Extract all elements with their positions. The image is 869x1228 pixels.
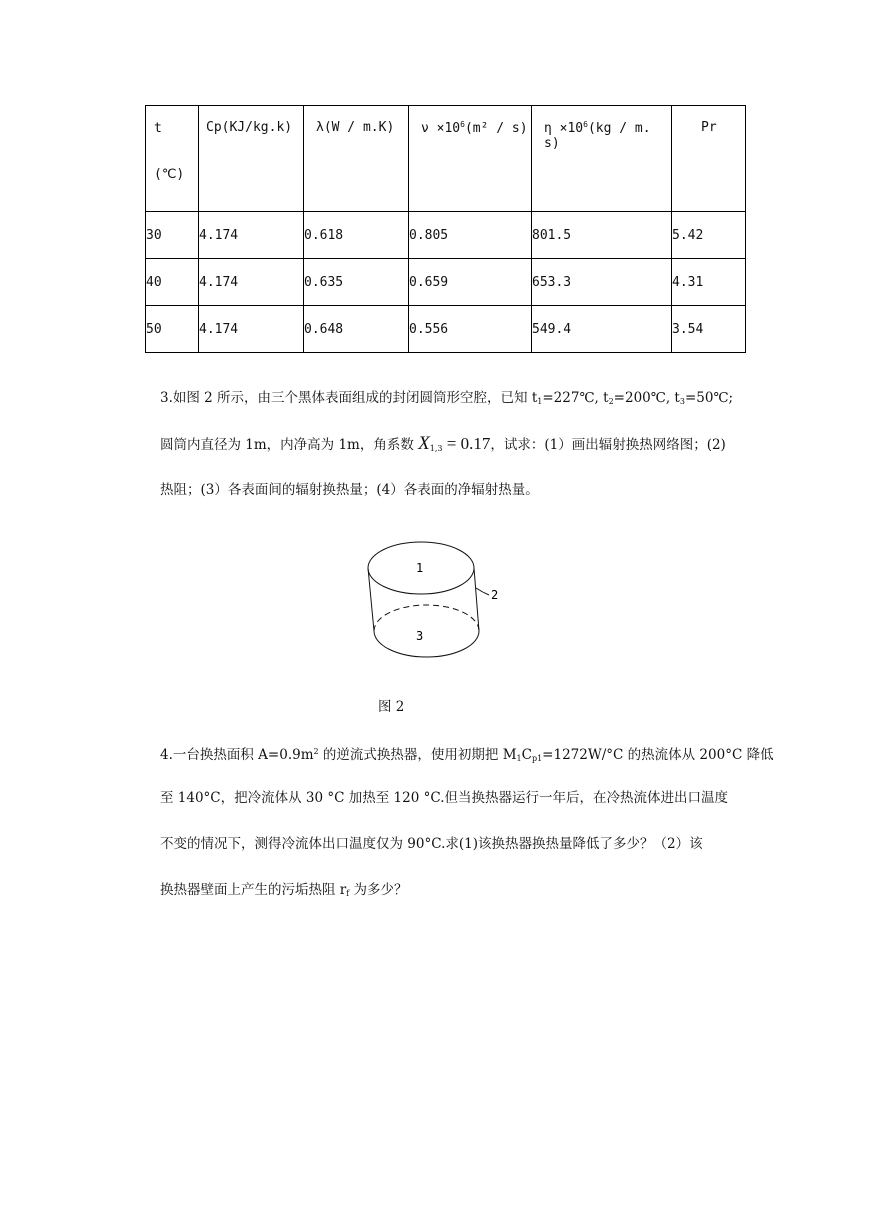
header-pr: Pr	[672, 106, 746, 212]
q4-line-3: 不变的情况下，测得冷流体出口温度仅为 90°C.求(1)该换热器换热量降低了多少？（2）该	[160, 836, 703, 852]
q3-line-2: 圆筒内直径为 1m，内净高为 1m，角系数 $X_{1,3} = 0.17$，试求：(1）画出辐射换热网络图；(2)	[160, 433, 726, 454]
q3-line-3: 热阻；(3）各表面间的辐射换热量；(4）各表面的净辐射热量。	[160, 482, 539, 498]
water-properties-table	[145, 105, 746, 353]
cylinder-bottom-front	[374, 631, 479, 657]
label-1: 1	[416, 561, 424, 575]
label-3: 3	[416, 629, 424, 643]
figure-caption: 图 2	[378, 699, 405, 715]
q4-line-1: 4.一台换热面积 $A=0.9m^2$ 的逆流式换热器，使用初期把 $M_1C_{p1}=1272W/^\circ C$ 的热流体从 200°C 降低	[160, 747, 774, 763]
header-lambda: λ(W / m.K)	[304, 106, 409, 212]
header-cp: Cp(KJ/kg.k)	[199, 106, 304, 212]
q3-line-1: 3.如图 2 所示，由三个黑体表面组成的封闭圆筒形空腔，已知 $t_1=227℃$, $t_2=200℃$, $t_3=50℃$;	[160, 390, 734, 406]
q4-line-4: 换热器壁面上产生的污垢热阻 $r_f$ 为多少？	[160, 882, 408, 898]
header-nu: $\nu \times 10^6(m^2 / s)$	[409, 106, 532, 212]
table-row: 50 4.174 0.648 0.556 549.4 3.54	[146, 306, 746, 353]
table-header-row	[146, 106, 746, 212]
question-3	[160, 375, 750, 513]
table-row: 40 4.174 0.635 0.659 653.3 4.31	[146, 259, 746, 306]
header-eta: $\eta \times 10^6(kg / m$. s)	[532, 106, 672, 212]
cylinder-right-side	[474, 568, 479, 631]
leader-line-2	[476, 588, 489, 595]
q4-line-2: 至 140°C，把冷流体从 30 °C 加热至 120 °C.但当换热器运行一年后，在冷热流体进出口温度	[160, 790, 729, 806]
label-2: 2	[491, 588, 499, 602]
cylinder-figure	[352, 530, 512, 670]
header-t: t (℃)	[146, 106, 199, 212]
table-row: 30 4.174 0.618 0.805 801.5 5.42	[146, 212, 746, 259]
question-4	[160, 729, 774, 913]
cylinder-bottom-back	[374, 605, 479, 631]
